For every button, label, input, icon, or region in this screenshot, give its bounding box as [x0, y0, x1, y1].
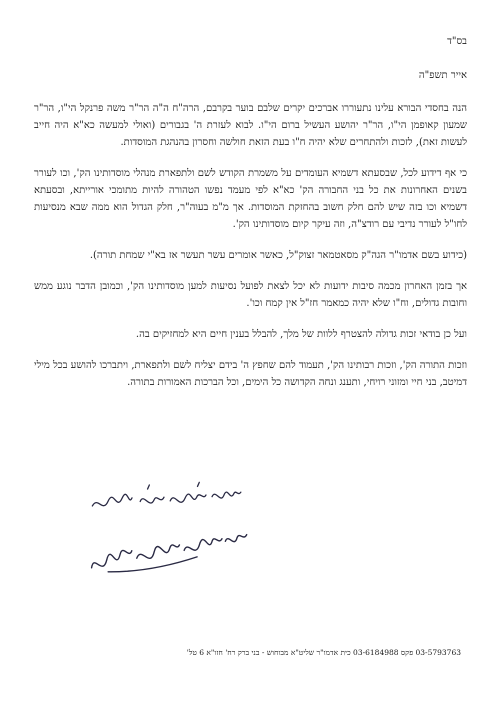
bsd-mark: בס"ד — [447, 36, 467, 47]
letter-body — [34, 100, 467, 405]
paragraph-6: וזכות התורה הק', וזכות רבותינו הק', תעמוד להם שחפץ ה' בידם יצליח לשם ולתפארת, ויתברכו להושע בכל מילי דמיטב, בני חיי ומזוני רויחי, ותענג ונחה הקדושה כל הימים, וכל הברכות האמורות בתורה. — [34, 360, 467, 388]
letter-date: אייר תשפ"ה — [418, 70, 467, 81]
signature-line-1 — [87, 476, 249, 518]
paragraph-5: ועל כן בודאי זכות גדולה להצטרף ללוות של מלך, להבלל בענין חיים היא למחזיקים בה. — [135, 329, 467, 340]
paragraph-3: (כידוע בשם אדמו"ר הגה"ק מסאטמאר זצוק"ל, כאשר אומרים עשר תעשר אז בא"י שמחת תורה). — [89, 250, 467, 261]
paragraph-1: הנה בחסדי הבורא עלינו נתעוררו אברכים יקרים שלבם בוער בקרבם, הרה"ח ה"ה הר"ר משה פרנקל הי"ו, הר"ר שמעון קאופמן הי"ו, הר"ר יהושע העשיל ברום הי"ו. לבוא לעזרת ה' בגבורים (ואולי למעשה כא"א היה חייב לעשות זאת), לזכות ולהתחרים שלא יהיה ח"ו בעת הזאת חולשה וחסרון בהנהגת המוסדות. — [34, 103, 467, 148]
letterhead-footer: 03-5793763 פקס 03-6184988 כית אדמו"ר שליט"א מבוחוש - בני ברק רח' חזו"א 6 טל' — [186, 648, 461, 657]
signature-line-2 — [84, 518, 258, 582]
paragraph-4: אך בזמן האחרון מכמה סיבות ידועות לא יכל לצאת לפועל נסיעות למען מוסדותינו הק', וכמובן הדבר נוגע ממש וחובות גדולים, וח"ו שלא יהיה כמאמר חז"ל אין קמח וכו'. — [34, 281, 467, 309]
paragraph-2: כי אף דידוע לכל, שבסעתא דשמיא העומדים על משמרת הקודש לשם ולתפארת מנהלי מוסדותינו הק', וכו לעורר בשנים האחרונות את כל בני החבורה הק' כא"א לפי מעמד נפשו הטהורה להיות מתומכי אורייתא, ובסעתא דשמיא וכו בזה שיש להם חלק חשוב בהחזקת המוסדות. אך מ"מ בעוה"ר, חלק הגדול הוא ממה שבא מנסיעות לחו"ל לעורר נדיבי עם רודצ"ה, וזה עיקר קיום מוסדותינו הק'. — [34, 168, 468, 230]
